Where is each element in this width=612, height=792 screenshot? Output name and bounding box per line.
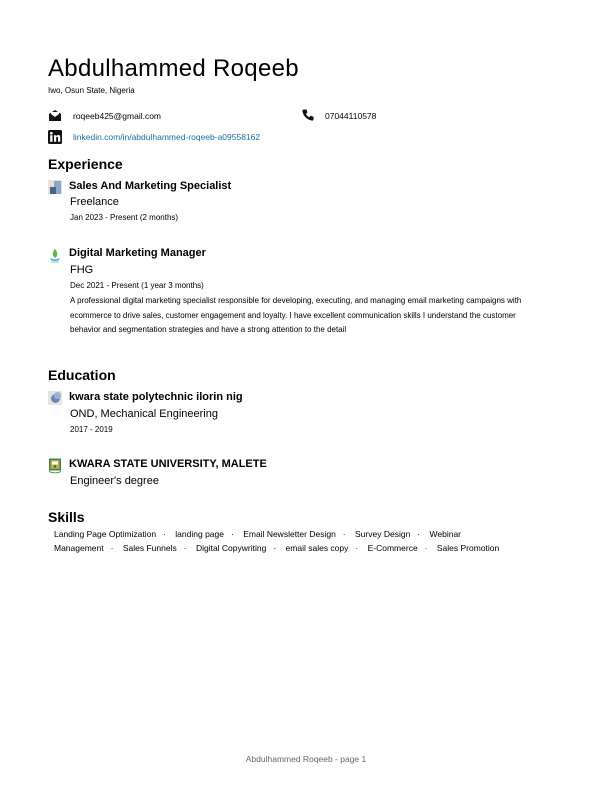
job-title: Sales And Marketing Specialist: [69, 180, 232, 192]
linkedin-link[interactable]: linkedin.com/in/abdulhammed-roqeeb-a09558162: [73, 132, 261, 142]
education-heading: Education: [48, 367, 116, 383]
degree: OND, Mechanical Engineering: [70, 408, 218, 420]
phone-icon: [302, 109, 314, 121]
education-dates: 2017 - 2019: [70, 425, 113, 434]
fhg-logo-icon: [48, 248, 62, 263]
bullet-separator: ·: [163, 529, 166, 539]
skill-item: E-Commerce: [367, 543, 418, 553]
school-logo-icon: [48, 391, 62, 405]
bullet-separator: ·: [273, 543, 277, 553]
location: Iwo, Osun State, Nigeria: [48, 86, 135, 95]
skill-item: Sales Funnels: [122, 543, 177, 553]
job-dates: Jan 2023 - Present (2 months): [70, 213, 179, 222]
bullet-separator: ·: [110, 543, 114, 553]
school-name: KWARA STATE UNIVERSITY, MALETE: [69, 458, 267, 470]
skills-list: [54, 527, 529, 555]
job-title: Digital Marketing Manager: [69, 247, 206, 259]
linkedin-icon: [48, 130, 62, 144]
skill-item: Webinar Management: [54, 529, 462, 553]
bullet-separator: ·: [230, 529, 234, 539]
skill-item: Sales Promotion: [436, 543, 500, 553]
bullet-separator: ·: [355, 543, 359, 553]
bullet-separator: ·: [417, 529, 421, 539]
email-address[interactable]: roqeeb425@gmail.com: [73, 111, 162, 121]
degree: Engineer's degree: [70, 475, 159, 487]
bullet-separator: ·: [424, 543, 428, 553]
skill-item: Survey Design: [355, 529, 411, 539]
job-dates: Dec 2021 - Present (1 year 3 months): [70, 281, 204, 290]
school-name: kwara state polytechnic ilorin nig: [69, 391, 243, 403]
skills-heading: Skills: [48, 509, 85, 525]
company-name: FHG: [70, 264, 94, 276]
job-description: A professional digital marketing specialist responsible for developing, executing, and managing email marketing campaigns with ecommerce to drive sales, customer engagement and loyalty. I have excellent communication skills I understand the customer behavior and segmentation strategies and have a strong attention to the detail: [70, 296, 522, 334]
bullet-separator: ·: [183, 543, 187, 553]
skill-item: Email Newsletter Design: [243, 529, 336, 539]
phone-number[interactable]: 07044110578: [325, 111, 377, 121]
skill-item: email sales copy: [285, 543, 349, 553]
skill-item: Digital Copywriting: [195, 543, 267, 553]
skill-item: landing page: [175, 529, 224, 539]
candidate-name: Abdulhammed Roqeeb: [48, 55, 299, 82]
bullet-separator: ·: [342, 529, 346, 539]
page-footer: Abdulhammed Roqeeb - page 1: [245, 754, 367, 764]
email-icon: [48, 109, 62, 122]
experience-heading: Experience: [48, 156, 123, 172]
company-name: Freelance: [70, 196, 119, 208]
skill-item: Landing Page Optimization: [54, 529, 157, 539]
university-logo-icon: [48, 458, 62, 474]
company-logo-icon: [48, 180, 62, 194]
